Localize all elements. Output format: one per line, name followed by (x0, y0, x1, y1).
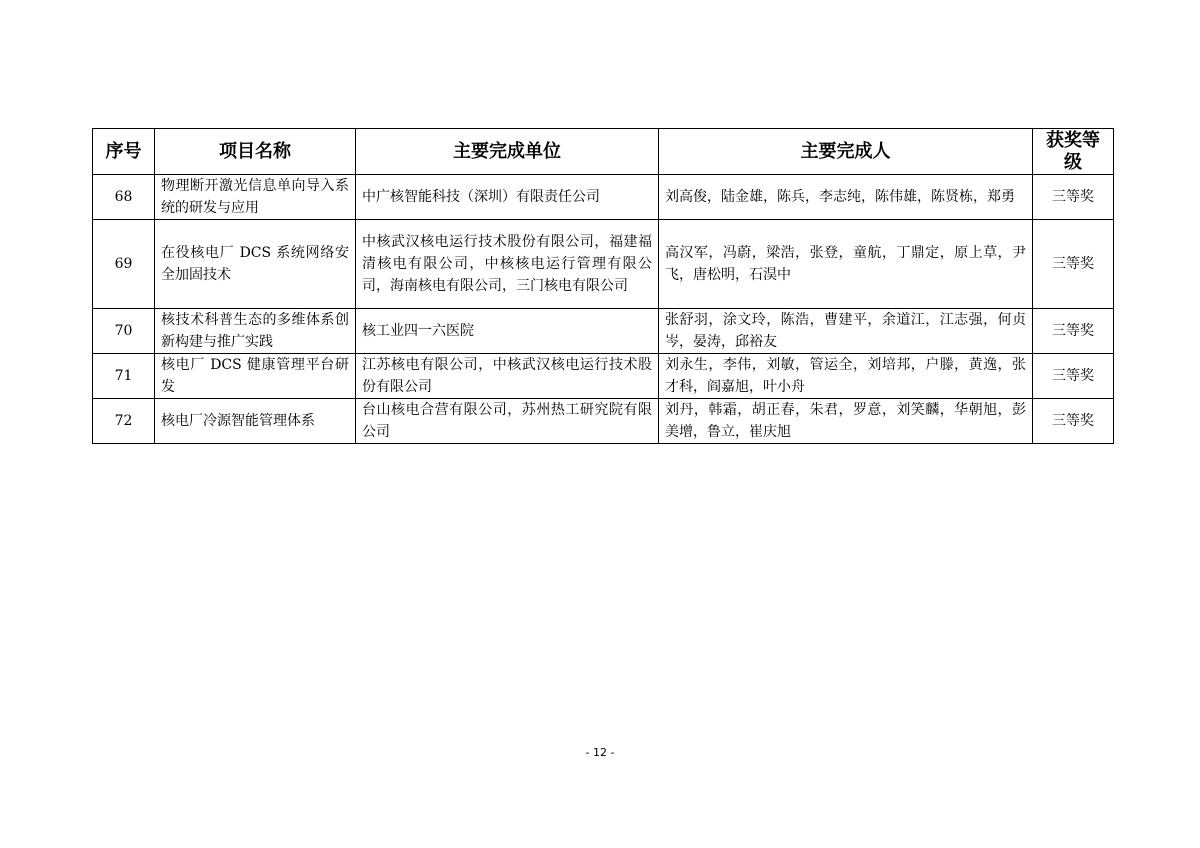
table-row (93, 309, 1114, 354)
row-unit: 中广核智能科技（深圳）有限责任公司 (356, 175, 659, 220)
row-grade: 三等奖 (1033, 354, 1114, 399)
header-name: 项目名称 (155, 129, 356, 175)
row-project-name: 核电厂冷源智能管理体系 (155, 399, 356, 444)
header-unit: 主要完成单位 (356, 129, 659, 175)
row-unit: 江苏核电有限公司，中核武汉核电运行技术股份有限公司 (356, 354, 659, 399)
row-num: 69 (93, 220, 155, 309)
row-people: 刘永生，李伟，刘敏，管运全，刘培邦，户滕，黄逸，张才科，阎嘉旭，叶小舟 (659, 354, 1033, 399)
table-row (93, 175, 1114, 220)
row-unit: 核工业四一六医院 (356, 309, 659, 354)
row-num: 71 (93, 354, 155, 399)
row-project-name: 核电厂 DCS 健康管理平台研发 (155, 354, 356, 399)
row-unit: 台山核电合营有限公司，苏州热工研究院有限公司 (356, 399, 659, 444)
row-num: 72 (93, 399, 155, 444)
row-project-name: 物理断开激光信息单向导入系统的研发与应用 (155, 175, 356, 220)
row-grade: 三等奖 (1033, 309, 1114, 354)
row-grade: 三等奖 (1033, 220, 1114, 309)
table-row (93, 220, 1114, 309)
row-people: 刘丹，韩霜，胡正春，朱君，罗意，刘笑麟，华朝旭，彭美增，鲁立，崔庆旭 (659, 399, 1033, 444)
row-project-name: 核技术科普生态的多维体系创新构建与推广实践 (155, 309, 356, 354)
row-grade: 三等奖 (1033, 399, 1114, 444)
row-people: 高汉军，冯蔚，梁浩，张登，童航，丁鼎定，原上草，尹飞，唐松明，石淏中 (659, 220, 1033, 309)
row-grade: 三等奖 (1033, 175, 1114, 220)
header-num: 序号 (93, 129, 155, 175)
header-grade: 获奖等级 (1033, 129, 1114, 175)
row-num: 68 (93, 175, 155, 220)
row-project-name: 在役核电厂 DCS 系统网络安全加固技术 (155, 220, 356, 309)
page-number: - 12 - (585, 746, 615, 759)
table-row (93, 399, 1114, 444)
table-row (93, 354, 1114, 399)
row-unit: 中核武汉核电运行技术股份有限公司，福建福清核电有限公司，中核核电运行管理有限公司，海南核电有限公司，三门核电有限公司 (356, 220, 659, 309)
header-people: 主要完成人 (659, 129, 1033, 175)
row-people: 刘高俊，陆金雄，陈兵，李志纯，陈伟雄，陈贤栋，郑勇 (659, 175, 1033, 220)
row-num: 70 (93, 309, 155, 354)
row-people: 张舒羽，涂文玲，陈浩，曹建平，余道江，江志强，何贞岑，晏涛，邱裕友 (659, 309, 1033, 354)
award-table (92, 128, 1114, 444)
table-header-row (93, 129, 1114, 175)
